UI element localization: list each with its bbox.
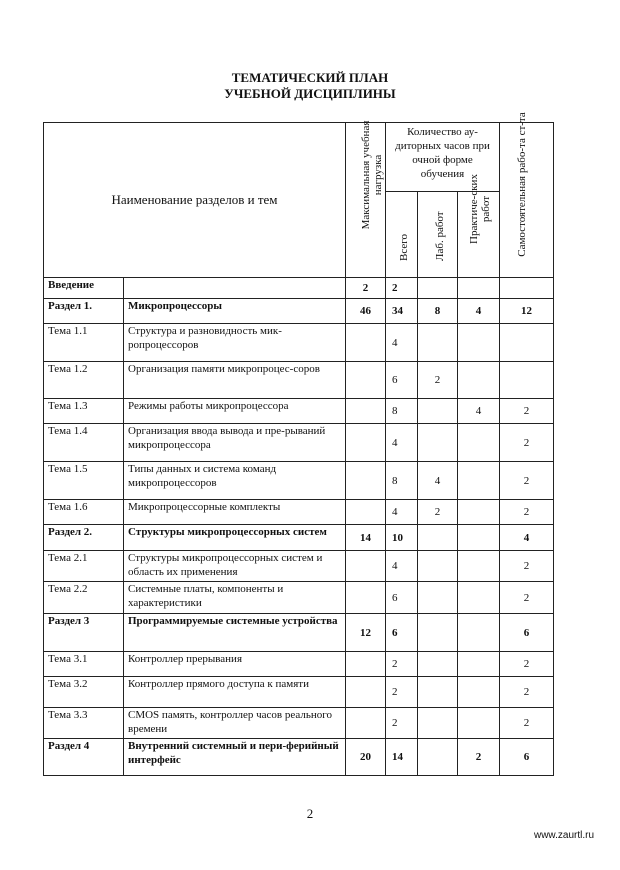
row-code: Тема 3.1 <box>44 652 124 677</box>
row-lab <box>418 324 458 362</box>
row-max-load: 2 <box>346 278 386 299</box>
row-practical: 4 <box>458 299 500 324</box>
row-code: Раздел 2. <box>44 525 124 551</box>
row-practical: 4 <box>458 399 500 424</box>
table-row <box>44 299 554 324</box>
row-total: 8 <box>386 399 418 424</box>
row-self-work <box>500 278 554 299</box>
row-lab <box>418 739 458 776</box>
header-auditory-group: Количество ау-диторных часов при очной форме обучения <box>386 123 500 192</box>
row-practical: 2 <box>458 739 500 776</box>
row-practical <box>458 324 500 362</box>
row-self-work: 6 <box>500 739 554 776</box>
row-name: Внутренний системный и пери-ферийный интерфейс <box>124 739 346 776</box>
table-row <box>44 677 554 708</box>
row-max-load <box>346 462 386 500</box>
row-code: Тема 1.4 <box>44 424 124 462</box>
row-code: Тема 3.2 <box>44 677 124 708</box>
row-lab: 2 <box>418 500 458 525</box>
row-code: Раздел 4 <box>44 739 124 776</box>
row-lab <box>418 708 458 739</box>
row-self-work: 6 <box>500 614 554 652</box>
row-code: Тема 1.5 <box>44 462 124 500</box>
row-practical <box>458 278 500 299</box>
row-max-load <box>346 677 386 708</box>
row-lab <box>418 399 458 424</box>
row-name: Режимы работы микропроцессора <box>124 399 346 424</box>
header-max-load: Максимальная учебная нагрузка <box>346 123 386 278</box>
row-self-work: 2 <box>500 708 554 739</box>
doc-title-line2: УЧЕБНОЙ ДИСЦИПЛИНЫ <box>224 86 396 101</box>
row-code: Тема 1.2 <box>44 362 124 399</box>
row-name: CMOS память, контроллер часов реального времени <box>124 708 346 739</box>
row-total: 8 <box>386 462 418 500</box>
row-name: Типы данных и система команд микропроцессоров <box>124 462 346 500</box>
row-total: 34 <box>386 299 418 324</box>
table-row <box>44 500 554 525</box>
row-max-load <box>346 652 386 677</box>
row-self-work: 2 <box>500 399 554 424</box>
row-code: Тема 1.3 <box>44 399 124 424</box>
row-self-work: 4 <box>500 525 554 551</box>
row-name: Микропроцессорные комплекты <box>124 500 346 525</box>
row-total: 2 <box>386 652 418 677</box>
row-max-load <box>346 362 386 399</box>
row-self-work <box>500 362 554 399</box>
row-lab <box>418 278 458 299</box>
row-code: Тема 1.6 <box>44 500 124 525</box>
row-code: Введение <box>44 278 124 299</box>
header-practical: Практиче-ских работ <box>458 192 500 278</box>
row-practical <box>458 525 500 551</box>
row-code: Тема 2.2 <box>44 582 124 614</box>
row-total: 6 <box>386 614 418 652</box>
row-lab: 2 <box>418 362 458 399</box>
row-total: 4 <box>386 424 418 462</box>
row-max-load <box>346 424 386 462</box>
table-row <box>44 614 554 652</box>
row-total: 4 <box>386 551 418 582</box>
header-total: Всего <box>386 192 418 278</box>
row-self-work: 12 <box>500 299 554 324</box>
row-total: 4 <box>386 324 418 362</box>
row-lab <box>418 551 458 582</box>
table-row <box>44 525 554 551</box>
row-name: Структуры микропроцессорных систем и область их применения <box>124 551 346 582</box>
row-name: Структура и разновидность мик-ропроцессоров <box>124 324 346 362</box>
row-max-load: 14 <box>346 525 386 551</box>
table-row <box>44 739 554 776</box>
row-max-load <box>346 551 386 582</box>
row-practical <box>458 462 500 500</box>
row-total: 10 <box>386 525 418 551</box>
page-number: 2 <box>306 806 314 821</box>
row-total: 2 <box>386 278 418 299</box>
table-row <box>44 278 554 299</box>
row-practical <box>458 500 500 525</box>
row-practical <box>458 424 500 462</box>
row-practical <box>458 614 500 652</box>
row-max-load: 46 <box>346 299 386 324</box>
row-code: Раздел 1. <box>44 299 124 324</box>
thematic-plan-table <box>43 112 554 776</box>
table-row <box>44 362 554 399</box>
row-practical <box>458 677 500 708</box>
header-self-work: Самостоятельная рабо-та ст-та <box>500 123 554 278</box>
row-name: Контроллер прямого доступа к памяти <box>124 677 346 708</box>
row-max-load <box>346 582 386 614</box>
row-self-work: 2 <box>500 677 554 708</box>
row-name <box>124 278 346 299</box>
row-name: Организация памяти микропроцес-соров <box>124 362 346 399</box>
row-self-work <box>500 324 554 362</box>
table-row <box>44 708 554 739</box>
header-name: Наименование разделов и тем <box>44 123 346 278</box>
row-lab: 8 <box>418 299 458 324</box>
table-row <box>44 324 554 362</box>
row-code: Тема 2.1 <box>44 551 124 582</box>
row-practical <box>458 708 500 739</box>
row-lab <box>418 424 458 462</box>
row-self-work: 2 <box>500 462 554 500</box>
row-code: Тема 1.1 <box>44 324 124 362</box>
doc-title-line1: ТЕМАТИЧЕСКИЙ ПЛАН <box>231 70 389 85</box>
row-self-work: 2 <box>500 424 554 462</box>
row-total: 4 <box>386 500 418 525</box>
row-code: Тема 3.3 <box>44 708 124 739</box>
row-lab <box>418 582 458 614</box>
row-name: Структуры микропроцессорных систем <box>124 525 346 551</box>
row-max-load <box>346 324 386 362</box>
row-total: 2 <box>386 677 418 708</box>
row-self-work: 2 <box>500 551 554 582</box>
row-max-load: 12 <box>346 614 386 652</box>
row-name: Микропроцессоры <box>124 299 346 324</box>
row-total: 14 <box>386 739 418 776</box>
row-total: 2 <box>386 708 418 739</box>
row-max-load <box>346 500 386 525</box>
table-row <box>44 582 554 614</box>
table-row <box>44 551 554 582</box>
row-practical <box>458 551 500 582</box>
row-lab <box>418 525 458 551</box>
row-name: Программируемые системные устройства <box>124 614 346 652</box>
row-lab: 4 <box>418 462 458 500</box>
table-row <box>44 462 554 500</box>
row-self-work: 2 <box>500 652 554 677</box>
row-max-load: 20 <box>346 739 386 776</box>
row-name: Системные платы, компоненты и характеристики <box>124 582 346 614</box>
row-lab <box>418 677 458 708</box>
row-practical <box>458 362 500 399</box>
header-lab: Лаб. работ <box>418 192 458 278</box>
row-total: 6 <box>386 362 418 399</box>
row-name: Организация ввода вывода и пре-рываний микропроцессора <box>124 424 346 462</box>
table-row <box>44 424 554 462</box>
row-lab <box>418 652 458 677</box>
row-max-load <box>346 708 386 739</box>
row-code: Раздел 3 <box>44 614 124 652</box>
row-practical <box>458 652 500 677</box>
row-self-work: 2 <box>500 500 554 525</box>
table-row <box>44 652 554 677</box>
row-self-work: 2 <box>500 582 554 614</box>
row-lab <box>418 614 458 652</box>
row-max-load <box>346 399 386 424</box>
site-watermark: www.zaurtl.ru <box>533 830 594 841</box>
table-row <box>44 399 554 424</box>
row-practical <box>458 582 500 614</box>
row-name: Контроллер прерывания <box>124 652 346 677</box>
row-total: 6 <box>386 582 418 614</box>
